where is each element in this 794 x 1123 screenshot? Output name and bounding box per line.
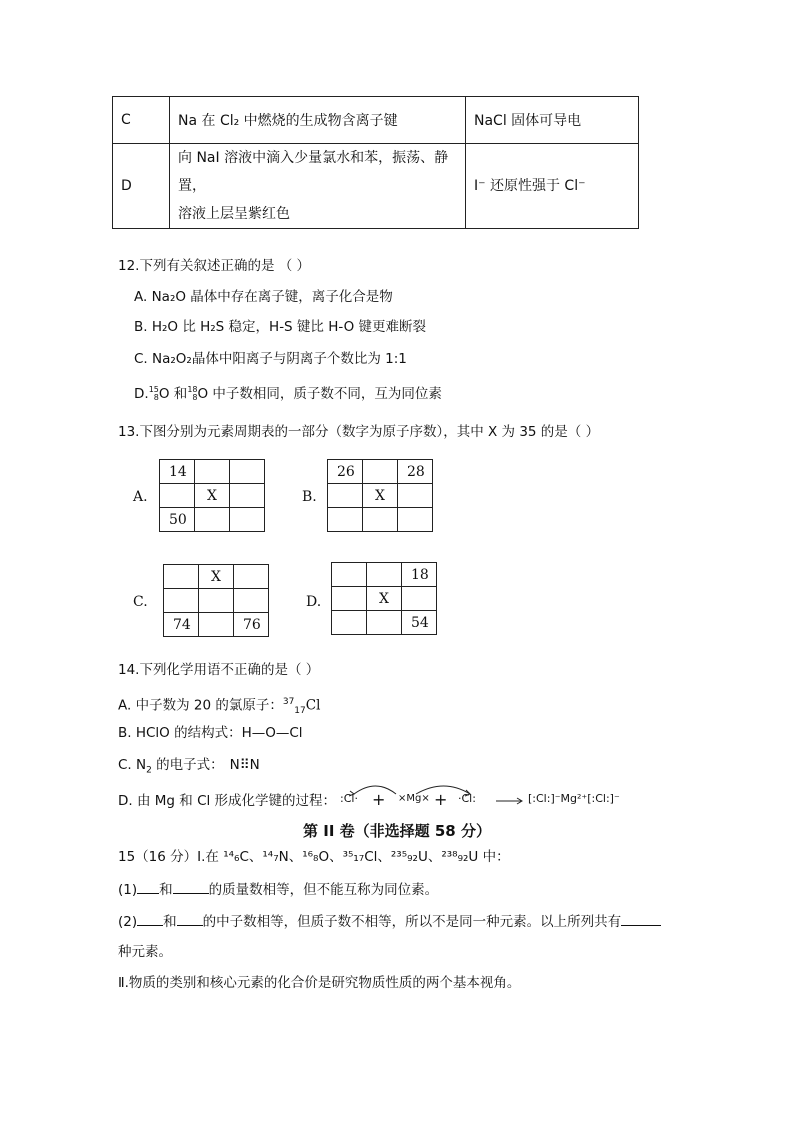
q14-option-c <box>118 755 260 781</box>
option-text: A. 中子数为 20 的氯原子： <box>118 697 283 714</box>
q12-option-c: C. Na₂O₂晶体中阳离子与阴离子个数比为 1:1 <box>134 351 407 367</box>
connector-text: 和 <box>163 914 177 930</box>
mass-number: 18 <box>187 385 198 394</box>
grid-cell <box>195 460 230 484</box>
answer-blank[interactable] <box>137 911 163 926</box>
grid-cell <box>328 484 363 508</box>
q13-option-a-grid <box>159 459 265 532</box>
table-row <box>113 144 639 229</box>
grid-cell <box>234 589 269 613</box>
subscript: 2 <box>146 765 152 776</box>
grid-cell <box>398 508 433 532</box>
q15-stem: 15（16 分）Ⅰ.在 ¹⁴₆C、¹⁴₇N、¹⁶₈O、³⁵₁₇Cl、²³⁵₉₂U、²³⁸₉₂U 中： <box>118 849 510 865</box>
q12-option-a: A. Na₂O 晶体中存在离子键，离子化合是物 <box>134 289 393 305</box>
grid-cell <box>402 587 437 611</box>
option-label: D. <box>134 386 149 402</box>
grid-cell <box>195 508 230 532</box>
grid-cell <box>230 484 265 508</box>
statement-line: 向 NaI 溶液中滴入少量氯水和苯，振荡、静置， <box>178 150 449 194</box>
q13-stem: 13.下图分别为元素周期表的一部分（数字为原子序数），其中 X 为 35 的是（ ） <box>118 424 600 440</box>
q14-option-b: B. HClO 的结构式：H—O—Cl <box>118 725 303 741</box>
row-statement <box>170 144 466 229</box>
grid-cell <box>230 508 265 532</box>
magnesium-atom: ×Mg× <box>398 793 430 804</box>
mass-number: 37 <box>282 697 295 707</box>
grid-cell <box>234 565 269 589</box>
q13-option-b-label: B. <box>302 489 317 505</box>
grid-cell <box>367 563 402 587</box>
q11-table <box>112 96 639 229</box>
row-conclusion: NaCl 固体可导电 <box>466 97 639 144</box>
sub-question-text: 的质量数相等，但不能互称为同位素。 <box>208 882 439 898</box>
connector-text: 和 <box>169 386 188 402</box>
grid-cell <box>363 508 398 532</box>
option-text: C. N <box>118 757 147 773</box>
answer-blank[interactable] <box>137 879 159 894</box>
isotope-notation <box>187 386 197 402</box>
plus-sign: + <box>434 790 448 809</box>
row-label: C <box>113 97 170 144</box>
q14-option-a <box>118 692 320 721</box>
q14-option-d <box>118 791 336 811</box>
table-row <box>113 97 639 144</box>
mass-number: 15 <box>148 385 159 394</box>
q12-option-b: B. H₂O 比 H₂S 稳定，H-S 键比 H-O 键更难断裂 <box>134 319 427 335</box>
q15-section-ii: Ⅱ.物质的类别和核心元素的化合价是研究物质性质的两个基本视角。 <box>118 975 521 991</box>
statement-line: 溶液上层呈紫红色 <box>178 206 290 222</box>
atomic-number: 17 <box>294 706 306 717</box>
plus-sign: + <box>372 790 386 809</box>
atomic-number: 8 <box>192 393 198 402</box>
q14-stem: 14.下列化学用语不正确的是（ ） <box>118 662 320 678</box>
option-text: 中子数相同，质子数不同，互为同位素 <box>208 386 442 402</box>
grid-cell: X <box>363 484 398 508</box>
row-statement: Na 在 Cl₂ 中燃烧的生成物含离子键 <box>170 97 466 144</box>
grid-cell <box>164 565 199 589</box>
connector-text: 和 <box>159 882 173 898</box>
sub-question-text: 的中子数相等，但质子数不相等，所以不是同一种元素。以上所列共有 <box>202 914 622 930</box>
grid-cell: X <box>195 484 230 508</box>
q13-option-c-label: C. <box>133 594 148 610</box>
grid-cell: 14 <box>160 460 195 484</box>
bond-formation-diagram <box>336 780 646 816</box>
grid-cell: 28 <box>398 460 433 484</box>
grid-cell <box>199 589 234 613</box>
chlorine-atom: ·Cl: <box>458 792 476 805</box>
sub-question-number: (1) <box>118 882 138 898</box>
q12-stem: 12.下列有关叙述正确的是 （ ） <box>118 258 311 274</box>
grid-cell <box>332 611 367 635</box>
isotope-notation <box>149 386 159 402</box>
grid-cell <box>199 613 234 637</box>
answer-blank[interactable] <box>177 911 203 926</box>
grid-cell: 54 <box>402 611 437 635</box>
grid-cell: 50 <box>160 508 195 532</box>
row-conclusion: I⁻ 还原性强于 Cl⁻ <box>466 144 639 229</box>
answer-blank[interactable] <box>173 879 209 894</box>
q13-option-c-grid <box>163 564 269 637</box>
grid-cell: 74 <box>164 613 199 637</box>
answer-blank[interactable] <box>621 911 661 926</box>
q13-option-a-label: A. <box>133 489 148 505</box>
q15-part2 <box>118 911 661 932</box>
q15-part1 <box>118 879 438 900</box>
grid-cell <box>164 589 199 613</box>
magnesium-chloride-product: [:Cl:]⁻Mg²⁺[:Cl:]⁻ <box>528 792 620 805</box>
sub-question-number: (2) <box>118 914 138 930</box>
electron-formula: N⠿N <box>229 757 260 773</box>
chlorine-atom: :Cl· <box>340 792 358 805</box>
grid-cell: 26 <box>328 460 363 484</box>
section-heading: 第 II 卷（非选择题 58 分） <box>303 822 491 840</box>
grid-cell <box>367 611 402 635</box>
grid-cell <box>398 484 433 508</box>
element-symbol: Cl <box>305 697 321 714</box>
grid-cell <box>332 587 367 611</box>
element-symbol: O <box>197 386 209 402</box>
option-text: D. 由 Mg 和 Cl 形成化学键的过程： <box>118 793 337 809</box>
grid-cell <box>332 563 367 587</box>
grid-cell <box>230 460 265 484</box>
grid-cell: X <box>199 565 234 589</box>
q13-option-d-label: D. <box>306 594 322 610</box>
q13-option-b-grid <box>327 459 433 532</box>
grid-cell: 76 <box>234 613 269 637</box>
q15-part2-end: 种元素。 <box>118 944 172 960</box>
element-symbol: O <box>158 386 170 402</box>
grid-cell <box>328 508 363 532</box>
row-label: D <box>113 144 170 229</box>
option-text: 的电子式： <box>151 757 224 773</box>
q13-option-d-grid <box>331 562 437 635</box>
atomic-number: 8 <box>153 393 159 402</box>
grid-cell <box>160 484 195 508</box>
q12-option-d <box>134 384 442 404</box>
grid-cell: X <box>367 587 402 611</box>
grid-cell <box>363 460 398 484</box>
grid-cell: 18 <box>402 563 437 587</box>
